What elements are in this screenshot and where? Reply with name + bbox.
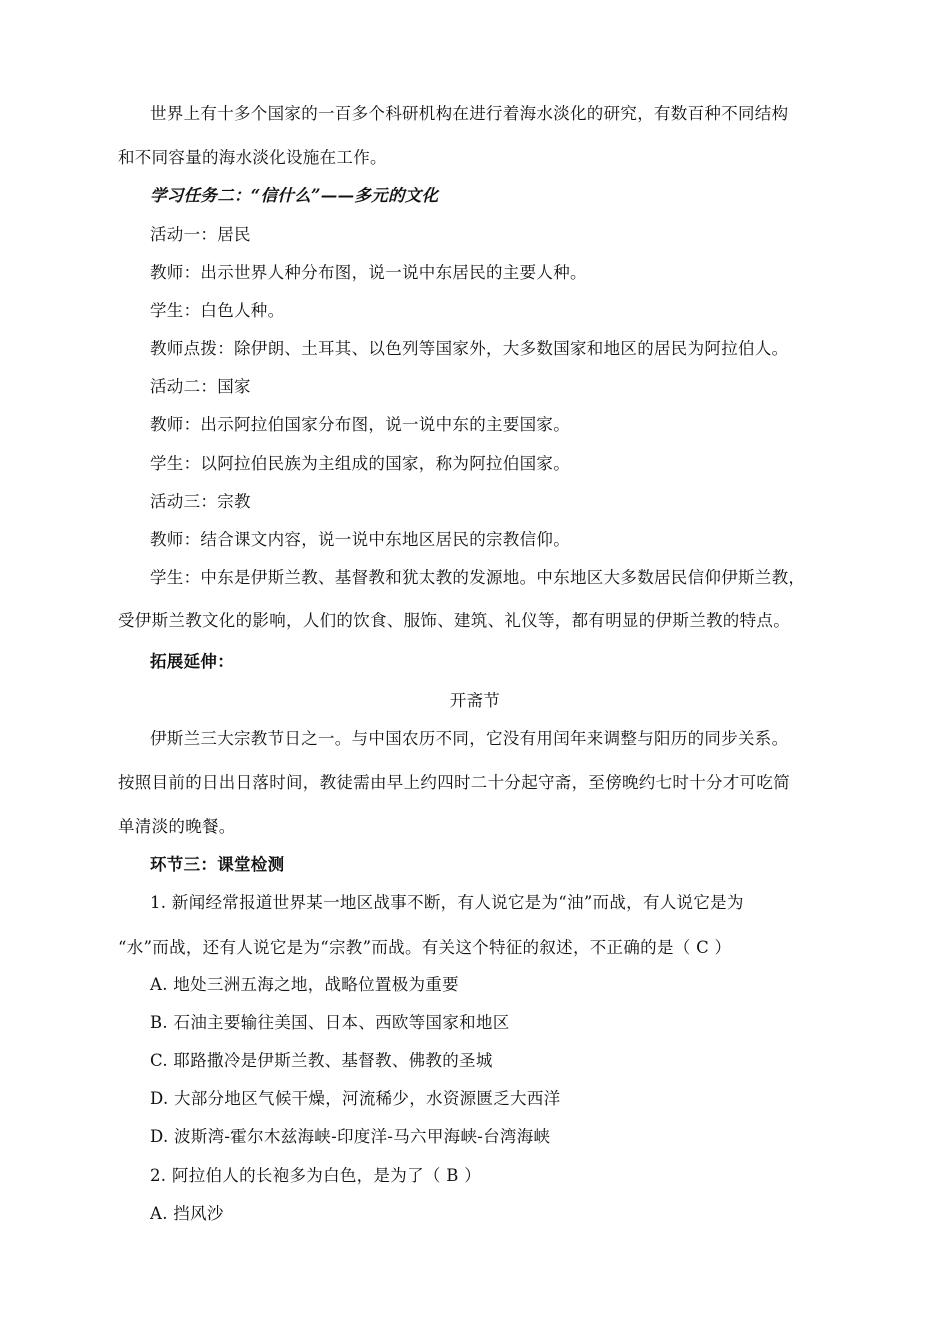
question1-line2: “水”而战，还有人说它是为“宗教”而战。有关这个特征的叙述，不正确的是（ C ） xyxy=(118,938,732,957)
student2-text: 学生：以阿拉伯民族为主组成的国家，称为阿拉伯国家。 xyxy=(150,454,570,473)
teacher2-text: 教师：出示阿拉伯国家分布图，说一说中东的主要国家。 xyxy=(150,415,570,434)
task2-heading: 学习任务二：“信什么”——多元的文化 xyxy=(150,186,439,205)
question2-line1: 2. 阿拉伯人的长袍多为白色，是为了（ B ） xyxy=(150,1166,482,1185)
question1-line1: 1. 新闻经常报道世界某一地区战事不断，有人说它是为“油”而战，有人说它是为 xyxy=(150,893,744,912)
paragraph-desalination-line2: 和不同容量的海水淡化设施在工作。 xyxy=(118,148,387,167)
extension-line3: 单清淡的晚餐。 xyxy=(118,817,236,836)
activity2-label: 活动二：国家 xyxy=(150,377,251,396)
paragraph-desalination-line1: 世界上有十多个国家的一百多个科研机构在进行着海水淡化的研究，有数百种不同结构 xyxy=(150,104,789,123)
question2-option-a: A. 挡风沙 xyxy=(150,1204,224,1223)
question1-option-d1: D. 大部分地区气候干燥，河流稀少，水资源匮乏大西洋 xyxy=(150,1089,561,1108)
teacher-hint-text: 教师点拨：除伊朗、土耳其、以色列等国家外，大多数国家和地区的居民为阿拉伯人。 xyxy=(150,339,789,358)
activity3-label: 活动三：宗教 xyxy=(150,492,251,511)
extension-title: 开斋节 xyxy=(449,691,501,710)
extension-line2: 按照目前的日出日落时间，教徒需由早上约四时二十分起守斋，至傍晚约七时十分才可吃简 xyxy=(118,773,790,792)
question1-option-d2: D. 波斯湾-霍尔木兹海峡-印度洋-马六甲海峡-台湾海峡 xyxy=(150,1127,551,1146)
question1-option-b: B. 石油主要输往美国、日本、西欧等国家和地区 xyxy=(150,1013,510,1032)
section3-heading: 环节三：课堂检测 xyxy=(150,855,285,874)
teacher3-text: 教师：结合课文内容，说一说中东地区居民的宗教信仰。 xyxy=(150,530,570,549)
question1-option-a: A. 地处三洲五海之地，战略位置极为重要 xyxy=(150,975,459,994)
student1-text: 学生：白色人种。 xyxy=(150,301,285,320)
student3-line2: 受伊斯兰教文化的影响，人们的饮食、服饰、建筑、礼仪等，都有明显的伊斯兰教的特点。 xyxy=(118,611,790,630)
activity1-label: 活动一：居民 xyxy=(150,225,251,244)
extension-line1: 伊斯兰三大宗教节日之一。与中国农历不同，它没有用闰年来调整与阳历的同步关系。 xyxy=(150,729,789,748)
extension-heading: 拓展延伸： xyxy=(150,652,234,671)
teacher1-text: 教师：出示世界人种分布图，说一说中东居民的主要人种。 xyxy=(150,263,587,282)
student3-line1: 学生：中东是伊斯兰教、基督教和犹太教的发源地。中东地区大多数居民信仰伊斯兰教， xyxy=(150,568,806,587)
question1-option-c: C. 耶路撒冷是伊斯兰教、基督教、佛教的圣城 xyxy=(150,1051,493,1070)
